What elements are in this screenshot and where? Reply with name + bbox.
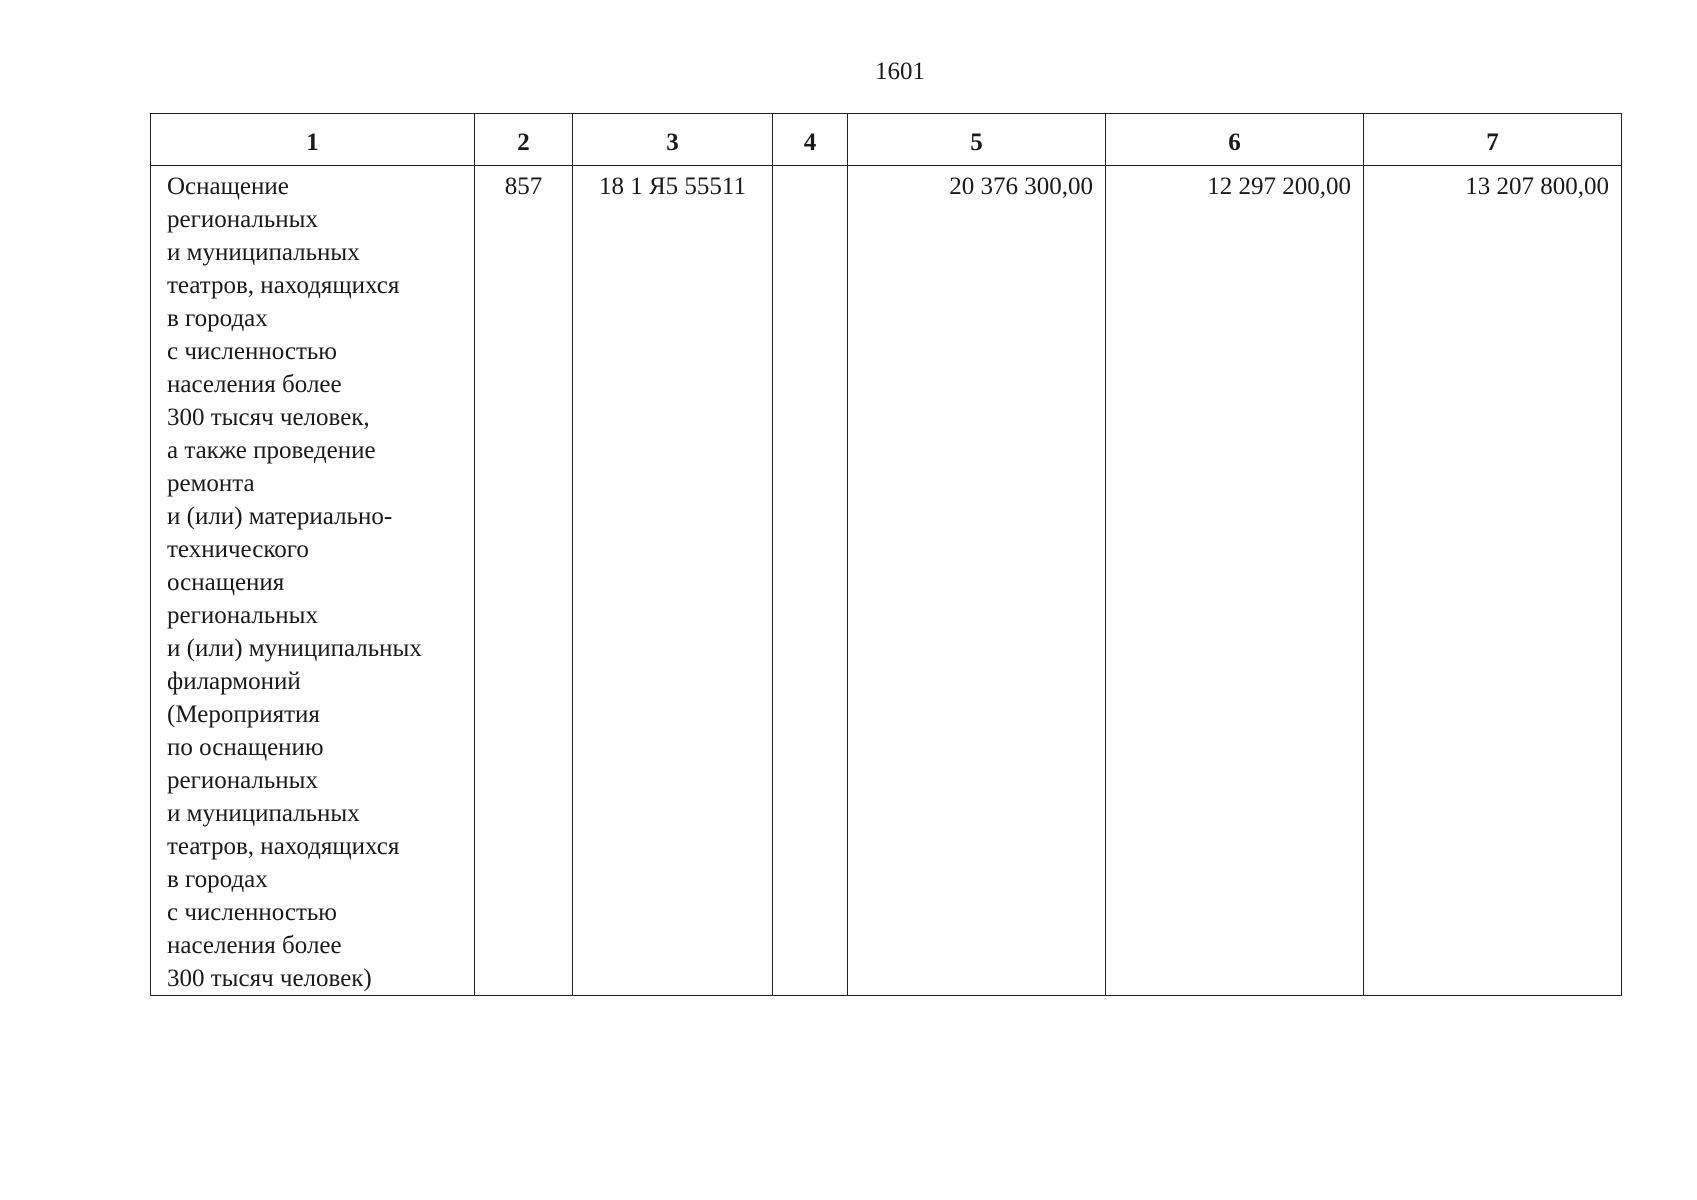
column-header-5: 5 xyxy=(848,114,1106,166)
item-name-line: ремонта xyxy=(167,470,255,497)
item-name-line: и муниципальных xyxy=(167,239,360,266)
item-name-line: театров, находящихся xyxy=(167,272,400,299)
item-name-line: региональных xyxy=(167,767,318,794)
item-name-line: оснащения xyxy=(167,569,285,596)
budget-table xyxy=(150,113,1622,996)
column-header-2: 2 xyxy=(475,114,573,166)
department-code-cell: 857 xyxy=(475,166,573,996)
item-name-line: а также проведение xyxy=(167,437,376,464)
item-name-line: филармоний xyxy=(167,668,301,695)
item-name-line: театров, находящихся xyxy=(167,833,400,860)
item-name-line: региональных xyxy=(167,602,318,629)
item-name-line: с численностью xyxy=(167,338,337,365)
amount-col7-cell: 13 207 800,00 xyxy=(1364,166,1622,996)
table-row xyxy=(151,166,1622,996)
item-name-line: и муниципальных xyxy=(167,800,360,827)
target-article-cell: 18 1 Я5 55511 xyxy=(573,166,773,996)
column-header-1: 1 xyxy=(151,114,475,166)
item-name-line: и (или) муниципальных xyxy=(167,635,422,662)
column-header-7: 7 xyxy=(1364,114,1622,166)
item-name-line: региональных xyxy=(167,206,318,233)
item-name-cell xyxy=(151,166,475,996)
page-number: 1601 xyxy=(875,58,925,85)
amount-col6-cell: 12 297 200,00 xyxy=(1106,166,1364,996)
column-header-3: 3 xyxy=(573,114,773,166)
column-header-4: 4 xyxy=(773,114,848,166)
item-name-line: с численностью xyxy=(167,899,337,926)
item-name-line: Оснащение xyxy=(167,173,289,200)
item-name-line: 300 тысяч человек) xyxy=(167,965,372,992)
column-header-6: 6 xyxy=(1106,114,1364,166)
item-name-line: (Мероприятия xyxy=(167,701,320,728)
amount-col5-cell: 20 376 300,00 xyxy=(848,166,1106,996)
item-name-line: в городах xyxy=(167,305,268,332)
table-header-row xyxy=(151,114,1622,166)
item-name-line: населения более xyxy=(167,371,342,398)
item-name-line: населения более xyxy=(167,932,342,959)
item-name-line: 300 тысяч человек, xyxy=(167,404,370,431)
item-name-line: в городах xyxy=(167,866,268,893)
item-name-line: и (или) материально- xyxy=(167,503,393,530)
item-name-line: по оснащению xyxy=(167,734,324,761)
item-name-line: технического xyxy=(167,536,309,563)
expense-type-cell xyxy=(773,166,848,996)
